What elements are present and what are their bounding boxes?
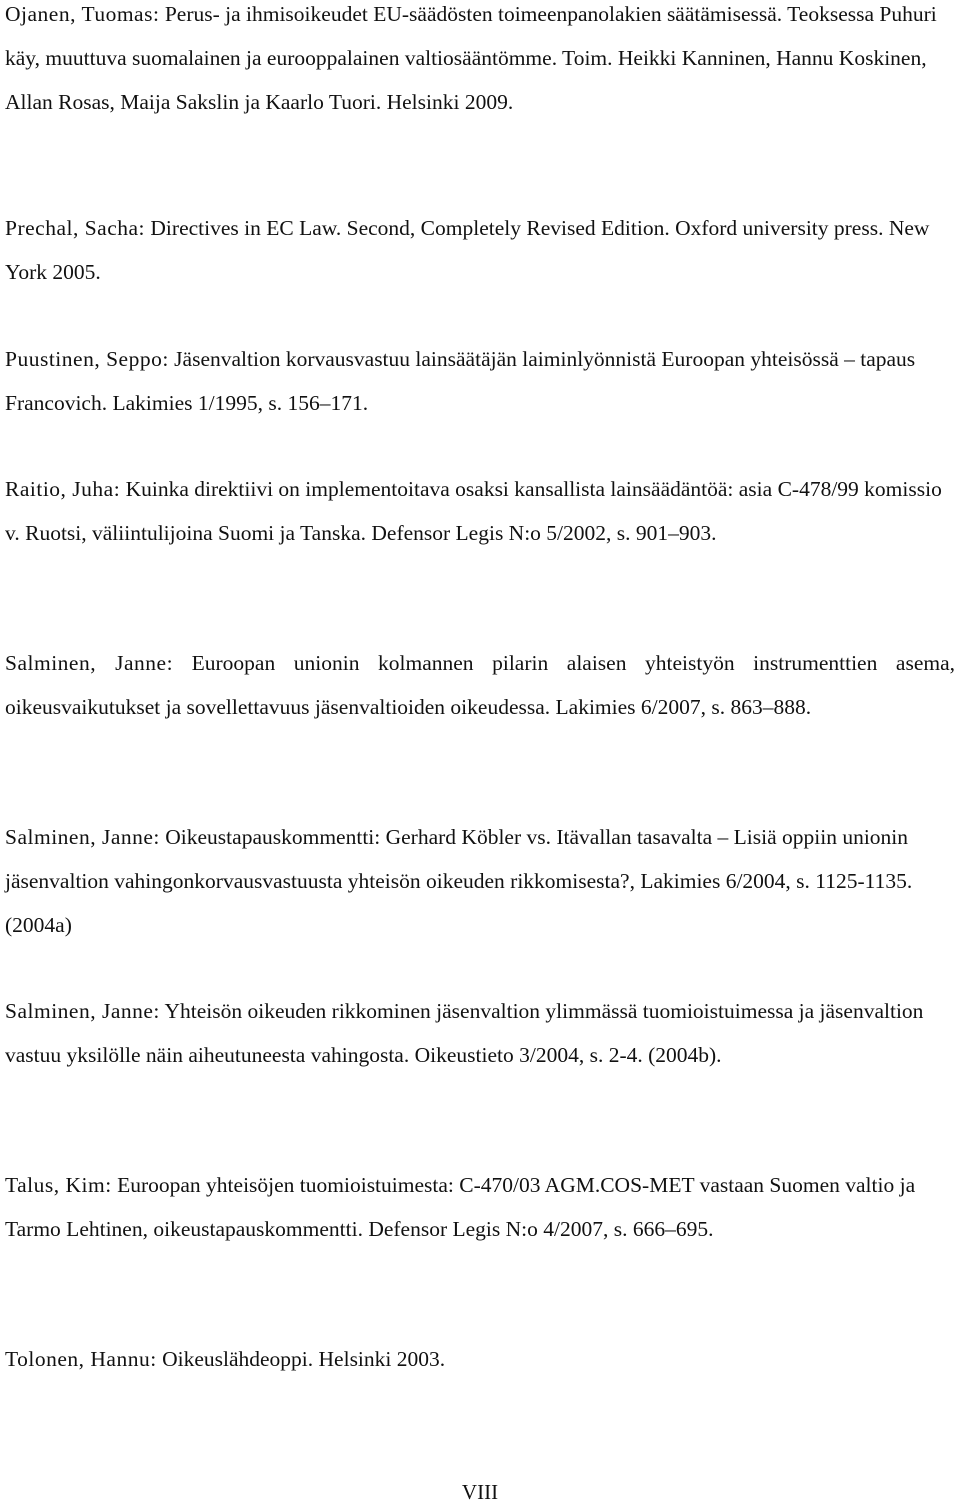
reference-text: Directives in EC Law. Second, Completely Revised Edition. Oxford university press. New York 2005.	[5, 216, 930, 284]
page-number: VIII	[461, 1480, 499, 1504]
reference-text: Euroopan unionin kolmannen pilarin alaisen yhteistyön instrumenttien asema, oikeusvaikutukset ja sovellettavuus jäsenvaltioiden oikeudessa. Lakimies 6/2007, s. 863–888.	[5, 651, 955, 719]
reference-entry	[5, 337, 955, 425]
reference-text: Yhteisön oikeuden rikkominen jäsenvaltion ylimmässä tuomioistuimessa ja jäsenvaltion vastuu yksilölle näin aiheutuneesta vahingosta. Oikeustieto 3/2004, s. 2-4. (2004b).	[5, 999, 924, 1067]
reference-author: Salminen, Janne:	[5, 999, 160, 1023]
reference-entry	[5, 1163, 955, 1251]
reference-author: Ojanen, Tuomas:	[5, 2, 160, 26]
reference-text: Oikeustapauskommentti: Gerhard Köbler vs. Itävallan tasavalta – Lisiä oppiin unionin jäsenvaltion vahingonkorvausvastuusta yhteisön oikeuden rikkomisesta?, Lakimies 6/2004, s. 1125-1135. (2004a)	[5, 825, 913, 937]
reference-text: Oikeuslähdeoppi. Helsinki 2003.	[156, 1347, 446, 1371]
reference-entry	[5, 815, 955, 947]
reference-entry	[5, 467, 955, 555]
reference-text: Perus- ja ihmisoikeudet EU-säädösten toimeenpanolakien säätämisessä. Teoksessa Puhuri käy, muuttuva suomalainen ja eurooppalainen valtiosääntömme. Toim. Heikki Kanninen, Hannu Koskinen, Allan Rosas, Maija Sakslin ja Kaarlo Tuori. Helsinki 2009.	[5, 2, 937, 114]
reference-text: Kuinka direktiivi on implementoitava osaksi kansallista lainsäädäntöä: asia C-478/99 komissio v. Ruotsi, väliintulijoina Suomi ja Tanska. Defensor Legis N:o 5/2002, s. 901–903.	[5, 477, 942, 545]
reference-author: Salminen, Janne:	[5, 825, 160, 849]
reference-author: Talus, Kim:	[5, 1173, 112, 1197]
reference-entry	[5, 0, 955, 124]
reference-text: Jäsenvaltion korvausvastuu lainsäätäjän laiminlyönnistä Euroopan yhteisössä – tapaus Francovich. Lakimies 1/1995, s. 156–171.	[5, 347, 916, 415]
reference-entry	[5, 989, 955, 1077]
reference-entry	[5, 206, 955, 294]
reference-author: Puustinen, Seppo:	[5, 347, 169, 371]
reference-author: Raitio, Juha:	[5, 477, 121, 501]
reference-author: Salminen, Janne:	[5, 651, 174, 675]
reference-author: Tolonen, Hannu:	[5, 1347, 157, 1371]
reference-author: Prechal, Sacha:	[5, 216, 146, 240]
reference-entry	[5, 641, 955, 729]
reference-entry	[5, 1337, 955, 1381]
reference-text: Euroopan yhteisöjen tuomioistuimesta: C-470/03 AGM.COS-MET vastaan Suomen valtio ja Tarmo Lehtinen, oikeustapauskommentti. Defensor Legis N:o 4/2007, s. 666–695.	[5, 1173, 916, 1241]
